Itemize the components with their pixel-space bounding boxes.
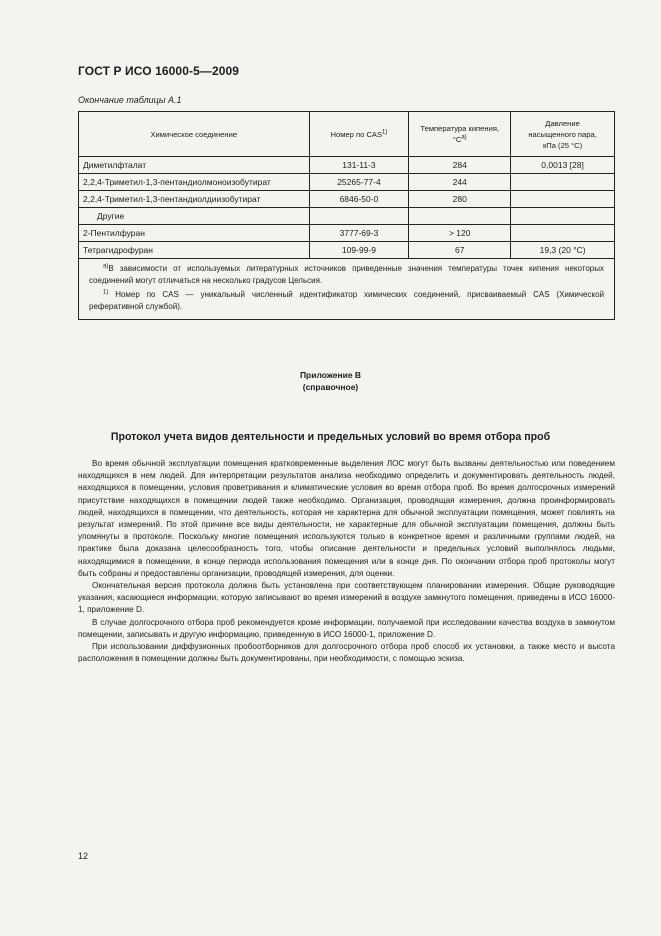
col-header-pressure: Давление насыщенного пара, кПа (25 °С) bbox=[511, 112, 615, 157]
table-footnotes bbox=[79, 259, 615, 320]
table-row bbox=[79, 191, 615, 208]
footnote-a: $^{а)}$В зависимости от используемых литературных источников приведенные значения температуры точек кипения некоторых соединений могут отличаться на несколько градусов Цельсия. bbox=[89, 263, 604, 285]
table-footnotes-row bbox=[79, 259, 615, 320]
table-row bbox=[79, 242, 615, 259]
table-row bbox=[79, 174, 615, 191]
cell-cas: 131-11-3 bbox=[309, 157, 409, 174]
paragraph: В случае долгосрочного отбора проб рекомендуется кроме информации, получаемой при исследовании качества воздуха в замкнутом помещении, записывать и другую информацию, приведенную в ИСО 16000-1, приложение D. bbox=[78, 617, 615, 639]
cell-cas: 109-99-9 bbox=[309, 242, 409, 259]
table-caption: Окончание таблицы А.1 bbox=[78, 95, 182, 105]
cell-compound: Диметилфталат bbox=[79, 157, 310, 174]
cell-pressure bbox=[511, 174, 615, 191]
annex-label: Приложение В bbox=[299, 370, 362, 380]
cell-cas: 3777-69-3 bbox=[309, 225, 409, 242]
paragraph: Окончательная версия протокола должна быть установлена при соответствующем планировании измерения. Общие руководящие указания, касающиеся информации, которую записывают во время измерений в воздухе замкнутого помещения, приведены в ИСО 16000-1, приложение D. bbox=[78, 581, 615, 615]
cell-boiling bbox=[409, 208, 511, 225]
table-header-row bbox=[79, 112, 615, 157]
cell-boiling: 67 bbox=[409, 242, 511, 259]
col-header-cas: Номер по CAS$^{1)}$ bbox=[309, 112, 409, 157]
cell-pressure bbox=[511, 208, 615, 225]
compounds-table bbox=[78, 111, 615, 320]
cell-pressure bbox=[511, 225, 615, 242]
cell-compound: 2,2,4-Триметил-1,3-пентандиолдиизобутират bbox=[79, 191, 310, 208]
cell-boiling: 280 bbox=[409, 191, 511, 208]
page-number: 12 bbox=[78, 851, 89, 861]
document-id: ГОСТ Р ИСО 16000-5—2009 bbox=[78, 64, 240, 78]
annex-type: (справочное) bbox=[302, 382, 359, 392]
table-row bbox=[79, 225, 615, 242]
cell-compound: Другие bbox=[79, 208, 310, 225]
cell-pressure bbox=[511, 191, 615, 208]
cell-compound: 2,2,4-Триметил-1,3-пентандиолмоноизобутират bbox=[79, 174, 310, 191]
cell-cas: 25265-77-4 bbox=[309, 174, 409, 191]
cell-cas bbox=[309, 208, 409, 225]
annex-body bbox=[78, 458, 615, 665]
cell-pressure: 19,3 (20 °С) bbox=[511, 242, 615, 259]
cell-boiling: 244 bbox=[409, 174, 511, 191]
cell-cas: 6846-50-0 bbox=[309, 191, 409, 208]
annex-title: Протокол учета видов деятельности и предельных условий во время отбора проб bbox=[110, 431, 551, 443]
table-row bbox=[79, 157, 615, 174]
cell-compound: 2-Пентилфуран bbox=[79, 225, 310, 242]
paragraph: При использовании диффузионных пробоотборников для долгосрочного отбора проб способ их установки, а также место и высота расположения в помещении должны быть документированы, при необходимости, с помощью эскиза. bbox=[78, 642, 615, 664]
cell-compound: Тетрагидрофуран bbox=[79, 242, 310, 259]
cell-boiling: > 120 bbox=[409, 225, 511, 242]
col-header-compound: Химическое соединение bbox=[79, 112, 310, 157]
cell-pressure: 0,0013 [28] bbox=[511, 157, 615, 174]
cell-boiling: 284 bbox=[409, 157, 511, 174]
footnote-1: $^{1)}$ Номер по CAS — уникальный численный идентификатор химических соединений, присваиваемый CAS (Химической реферативной службой). bbox=[89, 289, 604, 311]
table-row bbox=[79, 208, 615, 225]
paragraph: Во время обычной эксплуатации помещения кратковременные выделения ЛОС могут быть вызваны деятельностью или поведением находящихся в нем людей. Для интерпретации результатов анализа необходимо определить и документировать деятельность людей, находящихся в помещении, условия проветривания и климатические условия во время отбора проб. Во время долгосрочных измерений присутствие находящихся в помещении людей также необходимо. Организация, проводящая измерения, должна проинформировать людей, находящихся в помещении, что деятельность, которая не характерна для обычной эксплуатации помещения, может повлиять на результат измерений. По этой причине все виды деятельности, не характерные для обычной эксплуатации помещения, должны быть упомянуты в протоколе. Поскольку многие помещения используются только в конкретное время и различными группами людей, на практике была доказана целесообразность того, чтобы описание деятельности и предельных условий выполнялось людьми, находящимися в помещении, в конце периода использования помещения или в конце дня. По окончании отбора проб протоколы могут быть собраны и предоставлены организации, проводящей измерения, для оценки. bbox=[78, 459, 615, 578]
col-header-boiling: Температура кипения, $^\circ С^{а)}$ bbox=[409, 112, 511, 157]
